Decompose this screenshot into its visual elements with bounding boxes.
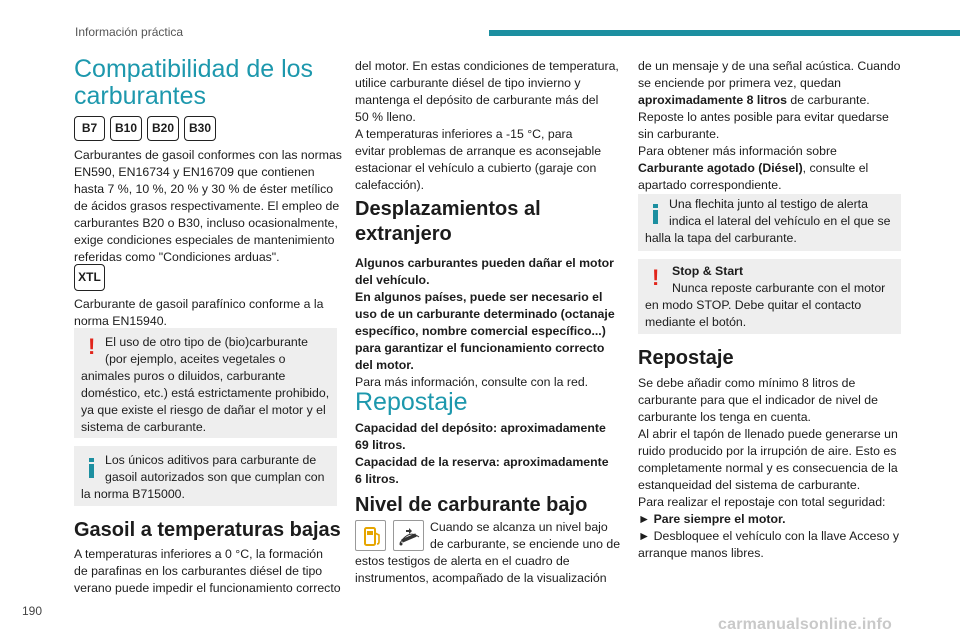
text-line: EN590, EN16734 y EN16709 que contienen	[74, 165, 315, 179]
text-line: arranque manos libres.	[638, 546, 764, 560]
text-line: Una flechita junto al testigo de alerta	[669, 197, 868, 211]
warning-text	[645, 263, 900, 331]
text-line: se enciende por primera vez, quedan	[638, 76, 842, 90]
text-line: exige condiciones especiales de mantenimiento	[74, 233, 335, 247]
text-line: 69 litros.	[355, 438, 406, 452]
text-line: Se debe añadir como mínimo 8 litros de	[638, 376, 856, 390]
text-line: Para más información, consulte con la red.	[355, 375, 589, 389]
text-line: Cuando se alcanza un nivel bajo	[430, 520, 608, 534]
text-line: la norma B715000.	[81, 487, 185, 501]
info-box	[74, 446, 337, 506]
arrow-bullet-icon: ►	[638, 529, 651, 543]
text-line: Algunos carburantes pueden dañar el motor	[355, 256, 614, 270]
text-line: para garantizar el funcionamiento correcto	[355, 341, 605, 355]
fuel-chips	[74, 116, 216, 141]
text-line: específico, nombre comercial específico...)	[355, 324, 606, 338]
heading-nivel: Nivel de carburante bajo	[355, 494, 588, 516]
xtl-paragraph	[74, 296, 344, 330]
text-line: halla la tapa del carburante.	[645, 231, 797, 245]
heading-line: Compatibilidad de los	[74, 55, 314, 83]
heading-repostaje: Repostaje	[355, 388, 468, 416]
watermark: carmanualsonline.info	[718, 616, 893, 633]
text-line: norma EN15940.	[74, 314, 167, 328]
text-line: ruido producido por la irrupción de aire. Esto es	[638, 444, 897, 458]
text-line: Reposte lo antes posible para evitar quedarse	[638, 110, 889, 124]
text-line: Capacidad del depósito: aproximadamente	[355, 421, 606, 435]
text-span: , consulte el	[802, 161, 869, 175]
text-line	[638, 160, 908, 177]
text-line: ya que existe el riesgo de dañar el motor y el	[81, 403, 326, 417]
text-line: mantenga el depósito de carburante más del	[355, 93, 599, 107]
fuel-chip-b20: B20	[147, 116, 179, 141]
heading-line: extranjero	[355, 223, 452, 245]
text-line: Carburante de gasoil parafínico conforme a la	[74, 297, 324, 311]
nivel-continued	[638, 58, 908, 194]
gasoil-continued	[355, 58, 625, 194]
text-line: gasoil autorizados son que cumplan con	[105, 470, 325, 484]
heading-gasoil: Gasoil a temperaturas bajas	[74, 519, 341, 541]
text-line: uso de un carburante determinado (octanaje	[355, 307, 615, 321]
step-text: Pare siempre el motor.	[653, 512, 786, 526]
text-line: A temperaturas inferiores a 0 °C, la formación	[74, 547, 323, 561]
info-box	[638, 194, 901, 251]
text-line: del motor.	[355, 358, 414, 372]
fuel-chip-b30: B30	[184, 116, 216, 141]
text-line: de parafinas en los carburantes diésel de tipo	[74, 564, 323, 578]
text-line: mediante el botón.	[645, 315, 747, 329]
text-line	[638, 92, 908, 109]
text-line: doméstico, etc.) está estrictamente prohibido,	[81, 386, 330, 400]
heading-desplazamientos	[355, 197, 625, 247]
text-line: sistema de carburante.	[81, 420, 207, 434]
text-line: carburantes B20 o B30, incluso ocasionalmente,	[74, 216, 338, 230]
text-line: del vehículo.	[355, 273, 430, 287]
heading-compatibilidad	[74, 56, 344, 110]
text-line: El uso de otro tipo de (bio)carburante	[105, 335, 309, 349]
text-line: (por ejemplo, aceites vegetales o	[105, 352, 286, 366]
warning-box	[638, 259, 901, 334]
text-line: 50 % lleno.	[355, 110, 416, 124]
text-line: de carburante, se enciende uno de	[430, 537, 621, 551]
nivel-paragraph	[355, 519, 625, 587]
warning-icon: !	[88, 334, 96, 359]
text-line: Los únicos aditivos para carburante de	[105, 453, 317, 467]
repostaje-paragraph	[638, 375, 908, 562]
text-line: Carburantes de gasoil conformes con las normas	[74, 148, 342, 162]
arrow-bullet-icon: ►	[638, 512, 651, 526]
text-line: 6 litros.	[355, 472, 399, 486]
info-text	[645, 196, 900, 247]
header-accent-bar	[489, 30, 960, 36]
text-line: evitar problemas de arranque es aconsejable	[355, 144, 602, 158]
text-line: verano puede impedir el funcionamiento correcto	[74, 581, 341, 595]
bold-span: aproximadamente 8 litros	[638, 93, 787, 107]
heading-repostaje: Repostaje	[638, 347, 734, 369]
text-line: indica el lateral del vehículo en el que se	[669, 214, 891, 228]
text-line: En algunos países, puede ser necesario el	[355, 290, 603, 304]
text-line: Nunca reposte carburante con el motor	[672, 281, 886, 295]
text-line: animales puros o diluidos, carburante	[81, 369, 286, 383]
text-line: sin carburante.	[638, 127, 720, 141]
chips-paragraph	[74, 147, 344, 266]
fuel-chip-b10: B10	[110, 116, 142, 141]
header-section-title: Información práctica	[75, 25, 184, 39]
warning-text	[81, 334, 336, 436]
warning-title: Stop & Start	[672, 264, 744, 278]
text-line: Para obtener más información sobre	[638, 144, 837, 158]
text-line: apartado correspondiente.	[638, 178, 782, 192]
text-line: estos testigos de alerta en el cuadro de	[355, 554, 570, 568]
text-line: completamente normal y es consecuencia de la	[638, 461, 898, 475]
text-line: utilice carburante diésel de tipo invierno y	[355, 76, 581, 90]
heading-line: Desplazamientos al	[355, 198, 541, 220]
capacity-paragraph	[355, 420, 625, 488]
text-line: Para realizar el repostaje con total seguridad:	[638, 495, 886, 509]
text-line: instrumentos, acompañado de la visualización	[355, 571, 607, 585]
step-line	[638, 528, 908, 545]
text-line: calefacción).	[355, 178, 425, 192]
text-span: de carburante.	[786, 93, 870, 107]
text-line: hasta 7 %, 10 %, 20 % y 30 % de éster metílico	[74, 182, 334, 196]
step-text: Desbloquee el vehículo con la llave Acceso y	[653, 529, 899, 543]
page-number: 190	[22, 604, 43, 618]
warning-icon: !	[652, 265, 660, 290]
fuel-chip-xtl: XTL	[74, 264, 105, 291]
fuel-chip-b7: B7	[74, 116, 105, 141]
text-line: estacionar el vehículo a cubierto (garaje con	[355, 161, 597, 175]
text-line: en modo STOP. Debe quitar el contacto	[645, 298, 862, 312]
bold-span: Carburante agotado (Diésel)	[638, 161, 803, 175]
text-line: Capacidad de la reserva: aproximadamente	[355, 455, 609, 469]
text-line: Al abrir el tapón de llenado puede generarse un	[638, 427, 898, 441]
warning-box	[74, 328, 337, 438]
text-line: A temperaturas inferiores a -15 °C, para	[355, 127, 573, 141]
step-line	[638, 511, 908, 528]
text-line: de un mensaje y de una señal acústica. Cuando	[638, 59, 901, 73]
text-line: referidas como "Condiciones arduas".	[74, 250, 280, 264]
text-line: carburante para que el indicador de nivel de	[638, 393, 878, 407]
text-line: del motor. En estas condiciones de temperatura,	[355, 59, 619, 73]
desplazamientos-paragraph	[355, 255, 625, 391]
info-text	[81, 452, 336, 503]
text-line: de ácidos grasos respectivamente. El empleo de	[74, 199, 340, 213]
text-line: estanqueidad del sistema de carburante.	[638, 478, 861, 492]
text-line: carburante los tenga en cuenta.	[638, 410, 811, 424]
gasoil-paragraph	[74, 546, 344, 597]
heading-line: carburantes	[74, 82, 207, 110]
